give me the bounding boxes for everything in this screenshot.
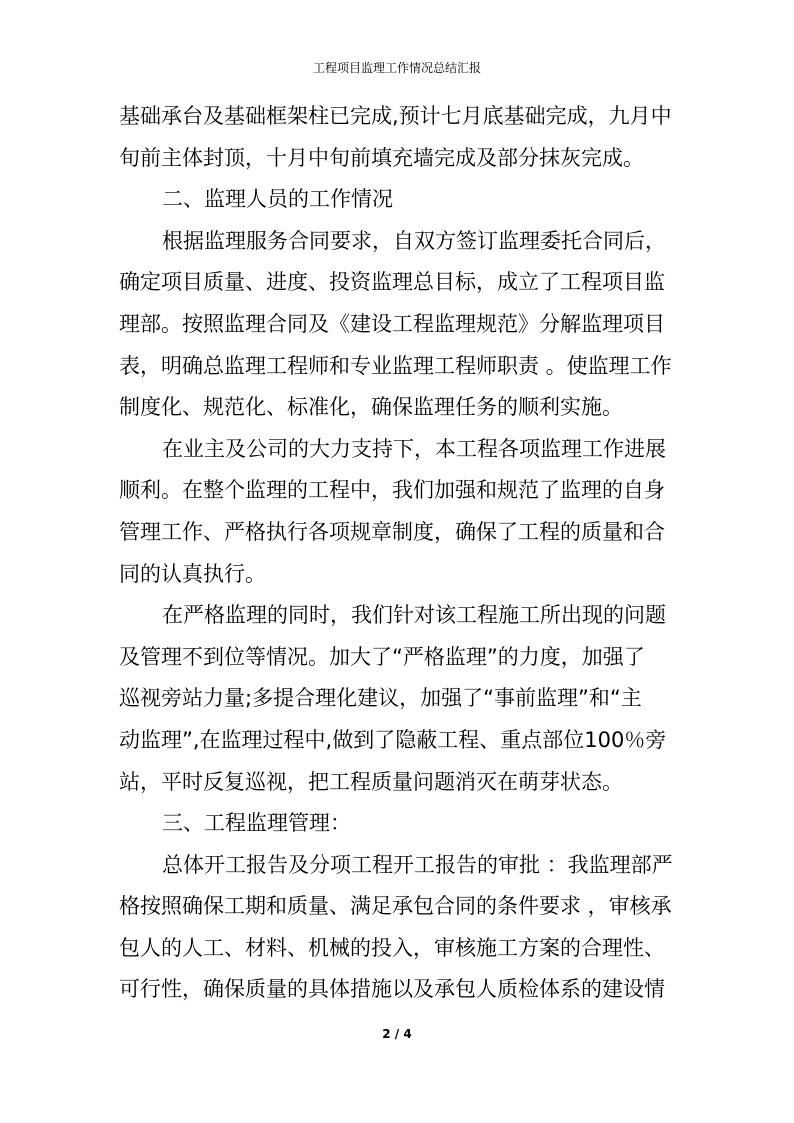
- text-line: 可行性，确保质量的具体措施以及承包人质检体系的建设情: [119, 977, 665, 1002]
- text-line: 旬前主体封顶，十月中旬前填充墙完成及部分抹灰完成。: [119, 145, 644, 170]
- text-line: 站，平时反复巡视，把工程质量问题消灭在萌芽状态。: [119, 769, 623, 794]
- text-line: 格按照确保工期和质量、满足承包合同的条件要求 ，审核承: [119, 894, 672, 919]
- text-line: 巡视旁站力量;多提合理化建议，加强了“事前监理”和“主: [119, 686, 642, 711]
- text-line: 确定项目质量、进度、投资监理总目标，成立了工程项目监: [119, 270, 665, 295]
- body-text: [119, 96, 687, 1011]
- page-number: 2 / 4: [382, 1027, 412, 1041]
- text-line: 及管理不到位等情况。加大了“严格监理”的力度，加强了: [119, 644, 645, 669]
- page-header-title: 工程项目监理工作情况总结汇报: [312, 61, 481, 75]
- section-heading: 三、工程监理管理：: [162, 811, 351, 836]
- text-line: 管理工作、严格执行各项规章制度，确保了工程的质量和合: [119, 519, 665, 544]
- text-line: 制度化、规范化、标准化，确保监理任务的顺利实施。: [119, 395, 623, 420]
- text-line: 包人的人工、材料、机械的投入，审核施工方案的合理性、: [119, 935, 665, 960]
- text-line: 顺利。在整个监理的工程中，我们加强和规范了监理的自身: [119, 478, 665, 503]
- text-line: 动监理”,在监理过程中,做到了隐蔽工程、重点部位100％旁: [119, 727, 667, 752]
- text-line: 在业主及公司的大力支持下，本工程各项监理工作进展: [162, 436, 666, 461]
- text-line: 总体开工报告及分项工程开工报告的审批 ：我监理部严: [162, 852, 673, 877]
- text-line: 根据监理服务合同要求，自双方签订监理委托合同后，: [162, 228, 666, 253]
- text-line: 基础承台及基础框架柱已完成,预计七月底基础完成，九月中: [119, 104, 672, 128]
- text-line: 在严格监理的同时，我们针对该工程施工所出现的问题: [162, 603, 666, 628]
- text-line: 同的认真执行。: [119, 561, 266, 586]
- section-heading: 二、监理人员的工作情况: [162, 187, 393, 212]
- text-line: 表，明确总监理工程师和专业监理工程师职责 。使监理工作: [119, 353, 672, 378]
- text-line: 理部。按照监理合同及《建设工程监理规范》分解监理项目: [119, 311, 665, 336]
